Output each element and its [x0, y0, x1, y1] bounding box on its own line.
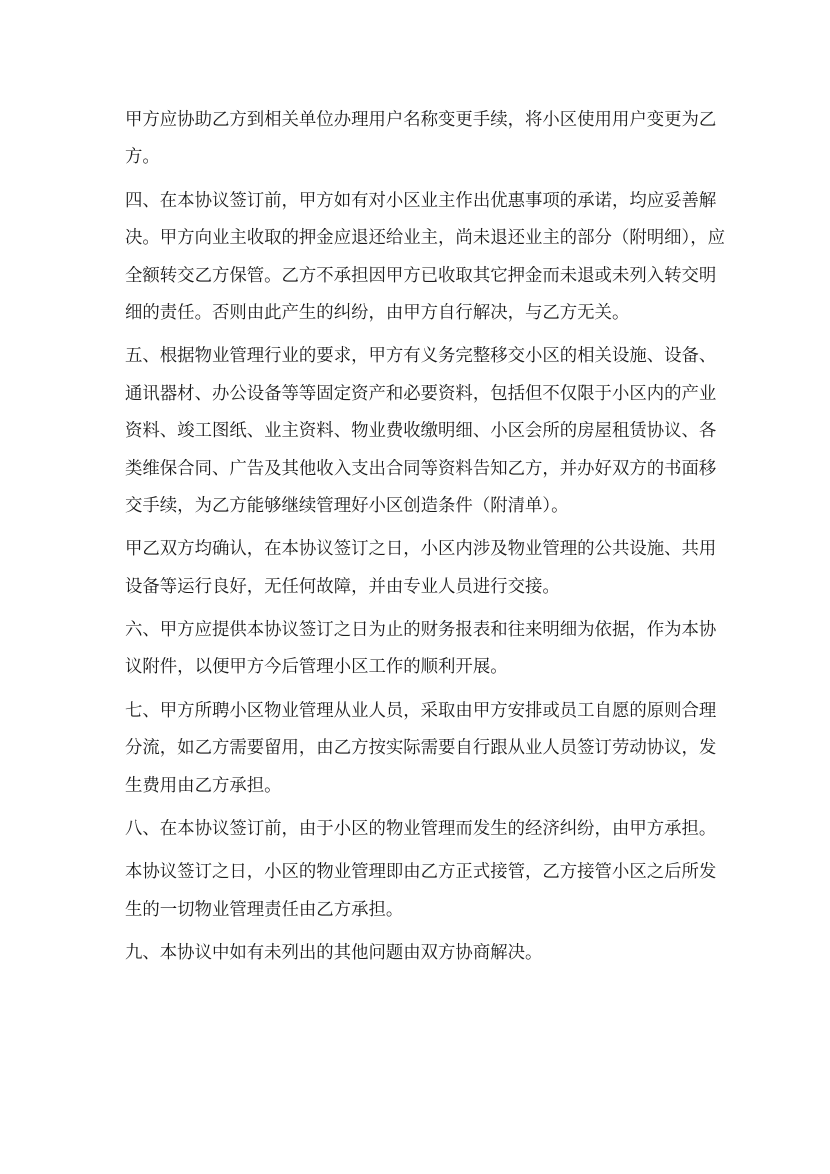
- watermark: [335, 1009, 605, 1174]
- paragraph: [125, 811, 715, 848]
- paragraph: [125, 338, 715, 525]
- text-line: 类维保合同、广告及其他收入支出合同等资料告知乙方，并办好双方的书面移: [125, 458, 717, 479]
- paragraph: [125, 854, 715, 929]
- text-line: 方。: [125, 147, 160, 168]
- paragraph: [125, 935, 715, 972]
- text-line: 甲方应协助乙方到相关单位办理用户名称变更手续，将小区使用用户变更为乙: [125, 110, 717, 130]
- text-line: 五、根据物业管理行业的要求，甲方有义务完整移交小区的相关设施、设备、: [125, 346, 717, 367]
- text-line: 决。甲方向业主收取的押金应退还给业主，尚未退还业主的部分（附明细），应: [125, 228, 725, 249]
- text-line: 六、甲方应提供本协议签订之日为止的财务报表和往来明细为依据，作为本协: [125, 620, 717, 641]
- text-line: 全额转交乙方保管。乙方不承担因甲方已收取其它押金而未退或未列入转交明: [125, 265, 717, 286]
- text-line: 交手续，为乙方能够继续管理好小区创造条件（附清单）。: [125, 495, 569, 516]
- text-line: 议附件，以便甲方今后管理小区工作的顺利开展。: [125, 657, 508, 678]
- paragraph: [125, 531, 715, 606]
- document-body: [125, 102, 725, 979]
- text-line: 分流，如乙方需要留用，由乙方按实际需要自行跟从业人员签订劳动协议，发: [125, 738, 717, 759]
- paragraph: [125, 693, 715, 805]
- text-line: 生的一切物业管理责任由乙方承担。: [125, 899, 404, 920]
- paragraph: [125, 102, 715, 177]
- text-line: 生费用由乙方承担。: [125, 775, 282, 796]
- text-line: 甲乙双方均确认，在本协议签订之日，小区内涉及物业管理的公共设施、共用: [125, 539, 717, 560]
- text-line: 四、在本协议签订前，甲方如有对小区业主作出优惠事项的承诺，均应妥善解: [125, 190, 717, 211]
- text-line: 八、在本协议签订前，由于小区的物业管理而发生的经济纠纷，由甲方承担。: [125, 819, 717, 840]
- text-line: 本协议签订之日，小区的物业管理即由乙方正式接管，乙方接管小区之后所发: [125, 862, 717, 883]
- text-line: 通讯器材、办公设备等等固定资产和必要资料，包括但不仅限于小区内的产业: [125, 383, 717, 404]
- text-line: 资料、竣工图纸、业主资料、物业费收缴明细、小区会所的房屋租赁协议、各: [125, 421, 717, 442]
- text-line: 九、本协议中如有未列出的其他问题由双方协商解决。: [125, 943, 543, 964]
- paragraph: [125, 612, 715, 687]
- paragraph: [125, 183, 725, 333]
- text-line: 设备等运行良好，无任何故障，并由专业人员进行交接。: [125, 576, 560, 597]
- text-line: 细的责任。否则由此产生的纠纷，由甲方自行解决，与乙方无关。: [125, 302, 630, 323]
- text-line: 七、甲方所聘小区物业管理从业人员，采取由甲方安排或员工自愿的原则合理: [125, 700, 717, 721]
